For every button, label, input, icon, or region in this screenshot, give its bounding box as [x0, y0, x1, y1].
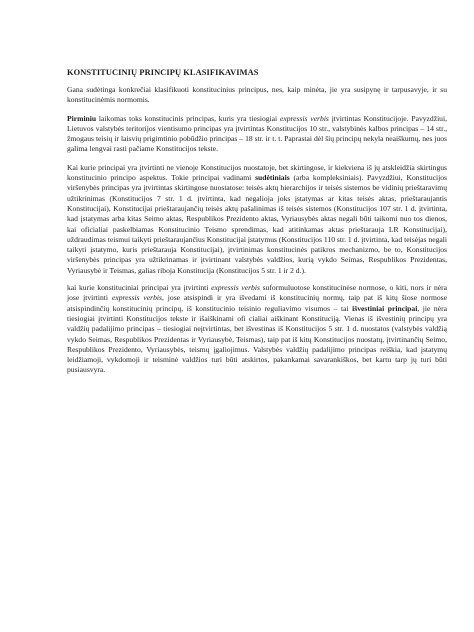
paragraph-text: suformuluotose konstitucinėse normose, o kiti, nors ir nėra jose įtvirtinti	[67, 283, 448, 303]
paragraph-derived-principles	[67, 283, 447, 376]
paragraph-intro: Gana sudėtinga konkrečiai klasifikuoti konstitucinius principus, nes, kaip minėta, jie yra susipynę ir tarpusavyje, ir su konstitucinėmis normomis.	[67, 85, 447, 105]
term-derived: išvestiniai principai	[352, 303, 418, 313]
paragraph-text: įtvirtintas Konstitucijoje. Pavyzdžiui, Lietuvos valstybės teritorijos vientisumo principas yra įtvirtintas Konstitucijos 10 str., valstybinės kalbos principas – 14 str., žmogaus teisių ir laisvių prigimtinio pobūdžio principas – 18 str. ir t. t. Paprastai dėl šių principų nekyla neaiškumų, nes juos galima lengvai rasti pačiame Konstitucijos tekste.	[67, 113, 447, 154]
term-primary: Pirminiu	[67, 113, 97, 123]
emphasis-expressis-verbis: expressis verbis	[279, 113, 329, 123]
emphasis-expressis-verbis: expressis verbis	[211, 283, 260, 293]
term-compound: sudėtiniais	[255, 173, 290, 183]
paragraph-text: Kai kurie principai yra įtvirtinti ne vienoje Konstitucijos nuostatoje, bet skirtingose, ir kiekviena iš jų atskleidžia skirtingus konstitucinio principo aspektus. Tokie principai vadinami	[67, 162, 447, 183]
paragraph-text: kai kurie konstituciniai principai yra įtvirtinti	[67, 283, 212, 293]
paragraph-primary-principles	[67, 114, 447, 155]
emphasis-expressis-verbis: expressis verbis	[111, 293, 162, 303]
paragraph-text: (arba kompleksiniais). Pavyzdžiui, Konstitucijos viršenybės principas yra įtvirtintas skirtingose nuostatose: teisės aktų hierarchijos ir teisės sistemos be vidinių prieštaravimų užtikrinimas (Konstitucijos 7 str. 1 d. įtvirtinta, kad negalioja joks įstatymas ar kitas teisės aktas, prieštaraujantis Konstitucijai), Konstitucijai prieštaraujančių teisės aktų pašalinimas iš teisės sistemos (Konstitucijos 107 str. 1 d. įtvirtinta, kad įstatymas arba kitas Seimo aktas, Respublikos Prezidento aktas, Vyriausybės aktas negali būti taikomi nuo tos dienos, kai oficialiai paskelbiamas Konstitucinio Teismo sprendimas, kad atitinkamas aktas prieštarauja LR Konstitucijai), uždraudimas teismui taikyti prieštaraujančius Konstitucijai įstatymus (Konstitucijos 110 str. 1 d. įtvirtinta, kad teisėjas negali taikyti įstatymo, kuris prieštarauja Konstitucijai), įtvirtinimas konstitucinės patikros mechanizmo, be to, Konstitucijos viršenybės principas yra užtikrinamas ir įtvirtinant valstybės valdžios, kurią vykdo Seimas, Respublikos Prezidentas, Vyriausybė ir Teismas, galias riboja Konstitucija (Konstitucijos 5 str. 1 ir 2 d.).	[67, 173, 447, 275]
paragraph-text: , jie nėra tiesiogiai įtvirtinti Konstitucijos tekste ir išaiškinami ofi cialiai aiškinant Konstituciją. Vienas iš išvestinių principų yra valdžių padalijimo principas – tiesiogiai neįtvirtintas, bet išvestinas iš Konstitucijos 5 str. 1 d. nuostatos (valstybės valdžią vykdo Seimas, Respublikos Prezidentas ir Vyriausybė, Teismas), taip pat iš kitų Konstitucijos nuostatų, įtvirtinančių Seimo, Respublikos Prezidento, Vyriausybės, teismų įgaliojimus. Valstybės valdžių padalijimo principas reiškia, kad įstatymų leidžiamoji, vykdomoji ir teisminė valdžios turi būti atskirtos, pakankamai savarankiškos, bet kartu tarp jų turi būti pusiausvyra.	[67, 303, 447, 375]
paragraph-text: laikomas toks konstitucinis principas, kuris yra tiesiogiai	[96, 113, 280, 123]
paragraph-text: , jose atsispindi ir yra išvedami iš konstitucinių normų, taip pat iš kitų šiose normose atsispindinčių konstitucinių principų, iš konstitucinio teisinio reguliavimo visumos – tai	[67, 293, 448, 313]
document-page	[67, 60, 447, 384]
document-title: KONSTITUCINIŲ PRINCIPŲ KLASIFIKAVIMAS	[67, 68, 259, 77]
paragraph-compound-principles	[67, 163, 447, 276]
